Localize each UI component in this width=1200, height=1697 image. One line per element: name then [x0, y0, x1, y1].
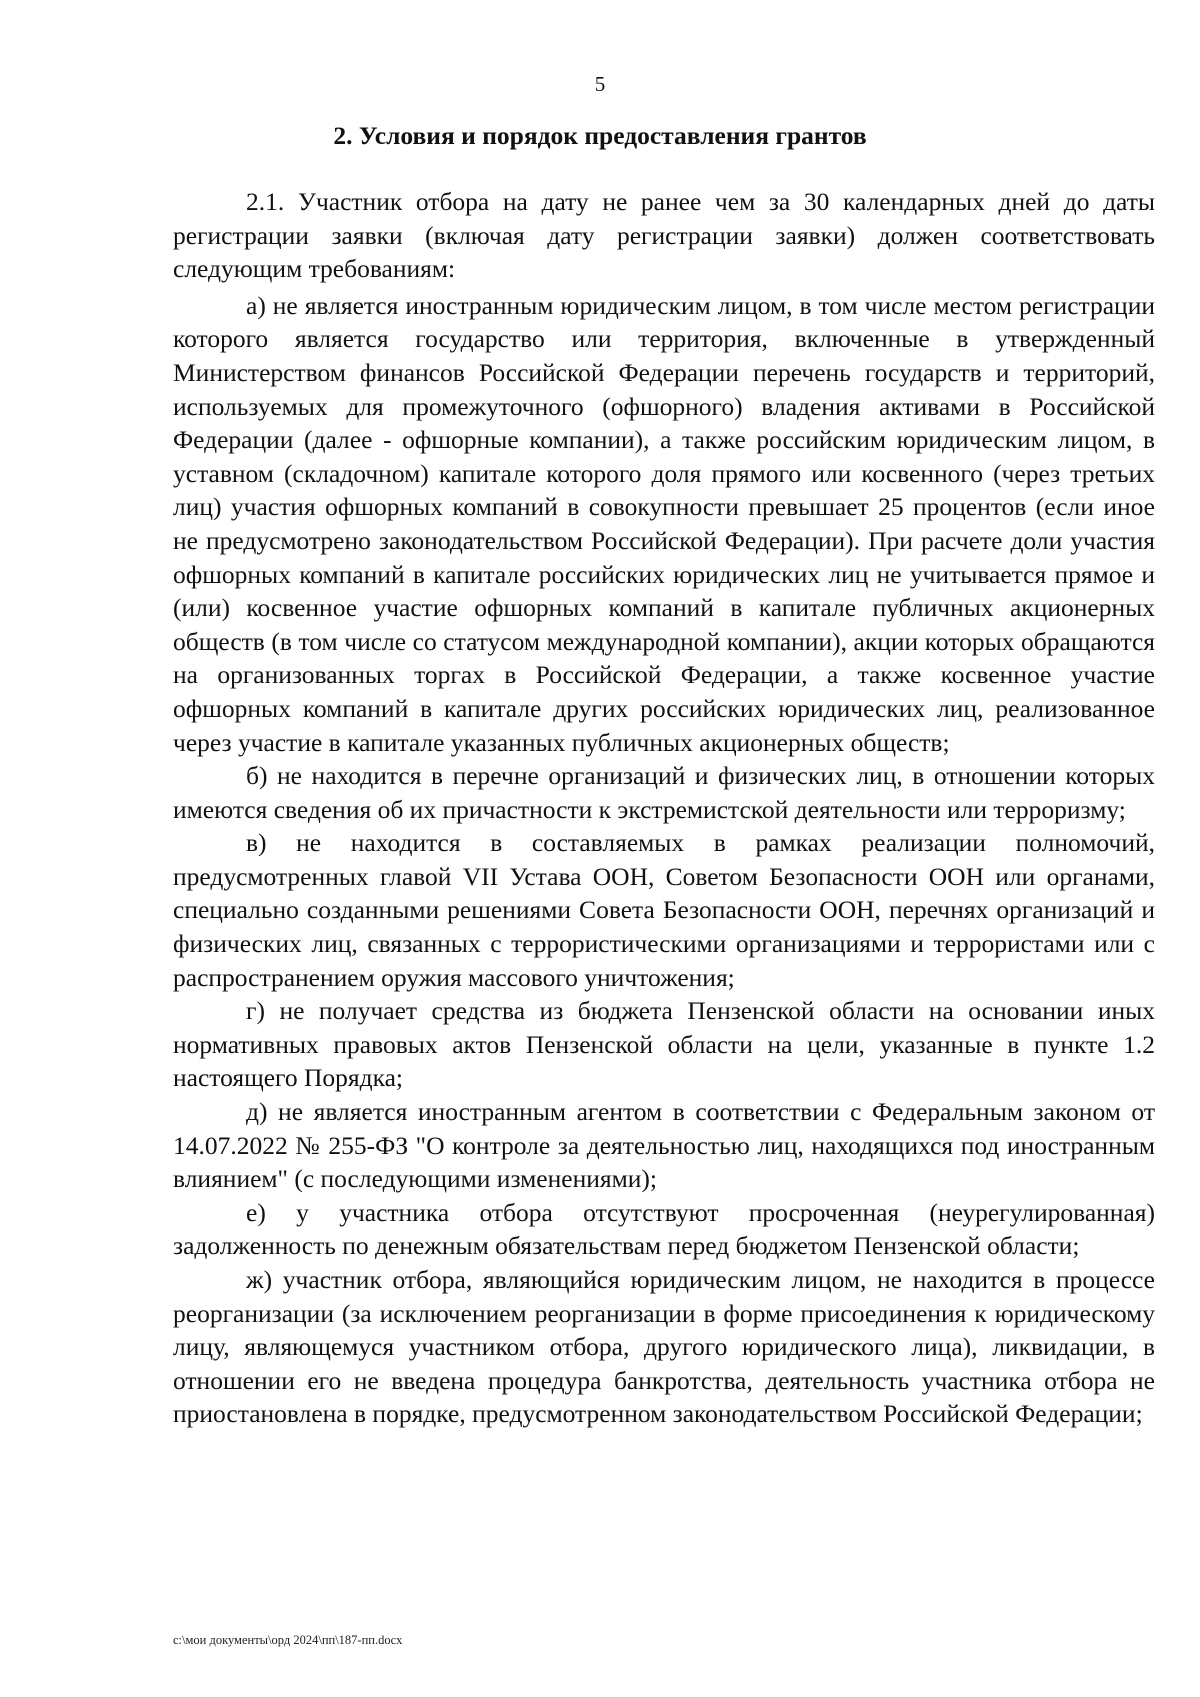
footer-file-path: c:\мои документы\орд 2024\пп\187-пп.docx [173, 1633, 403, 1647]
paragraph-g: г) не получает средства из бюджета Пензенской области на основании иных нормативных правовых актов Пензенской области на цели, указанные в пункте 1.2 настоящего Порядка; [173, 996, 1155, 1093]
paragraph-b: б) не находится в перечне организаций и физических лиц, в отношении которых имеются сведения об их причастности к экстремистской деятельности или терроризму; [173, 761, 1155, 824]
paragraph-v: в) не находится в составляемых в рамках реализации полномочий, предусмотренных главой VII Устава ООН, Советом Безопасности ООН или органами, специально созданными решениями Совета Безопасности ООН, перечнях организаций и физических лиц, связанных с террористическими организациями и террористами или с распространением оружия массового уничтожения; [173, 828, 1155, 992]
document-body [173, 185, 1155, 1431]
page-number: 5 [594, 72, 606, 96]
paragraph-2-1: 2.1. Участник отбора на дату не ранее чем за 30 календарных дней до даты регистрации заявки (включая дату регистрации заявки) должен соответствовать следующим требованиям: [173, 187, 1155, 284]
paragraph-d: д) не является иностранным агентом в соответствии с Федеральным законом от 14.07.2022 № 255-ФЗ "О контроле за деятельностью лиц, находящихся под иностранным влиянием" (с последующими изменениями); [173, 1097, 1155, 1194]
section-title: 2. Условия и порядок предоставления грантов [333, 121, 867, 150]
paragraph-a: а) не является иностранным юридическим лицом, в том числе местом регистрации которого является государство или территория, включенные в утвержденный Министерством финансов Российской Федерации перечень государств и территорий, используемых для промежуточного (офшорного) владения активами в Российской Федерации (далее - офшорные компании), а также российским юридическим лицом, в уставном (складочном) капитале которого доля прямого или косвенного (через третьих лиц) участия офшорных компаний в совокупности превышает 25 процентов (если иное не предусмотрено законодательством Российской Федерации). При расчете доли участия офшорных компаний в капитале российских юридических лиц не учитывается прямое и (или) косвенное участие офшорных компаний в капитале публичных акционерных обществ (в том числе со статусом международной компании), акции которых обращаются на организованных торгах в Российской Федерации, а также косвенное участие офшорных компаний в капитале других российских юридических лиц, реализованное через участие в капитале указанных публичных акционерных обществ; [173, 290, 1155, 757]
paragraph-e: е) у участника отбора отсутствуют просроченная (неурегулированная) задолженность по денежным обязательствам перед бюджетом Пензенской области; [173, 1197, 1155, 1261]
paragraph-zh: ж) участник отбора, являющийся юридическим лицом, не находится в процессе реорганизации (за исключением реорганизации в форме присоединения к юридическому лицу, являющемуся участником отбора, другого юридического лица), ликвидации, в отношении его не введена процедура банкротства, деятельность участника отбора не приостановлена в порядке, предусмотренном законодательством Российской Федерации; [173, 1265, 1155, 1429]
